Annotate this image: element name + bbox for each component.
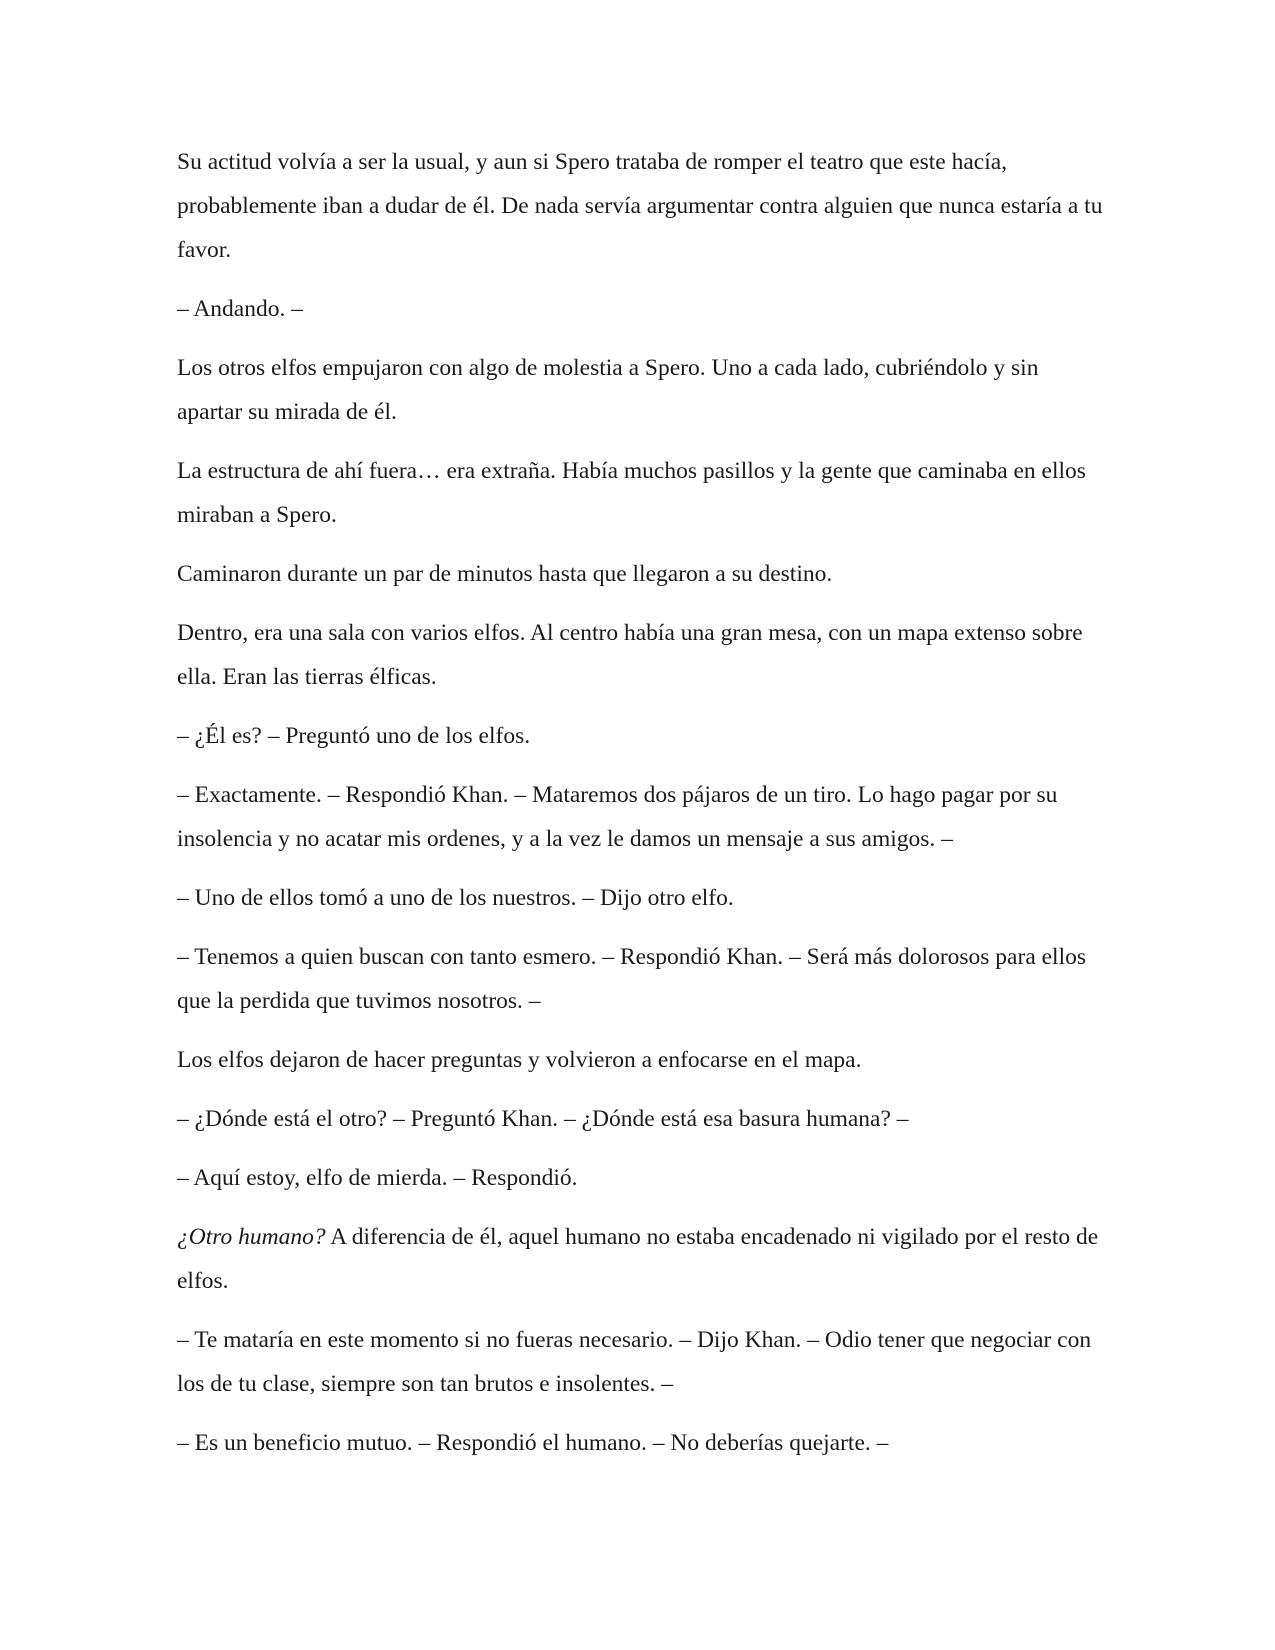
paragraph: – ¿Él es? – Preguntó uno de los elfos. [177, 723, 531, 749]
paragraph: – Exactamente. – Respondió Khan. – Mataremos dos pájaros de un tiro. Lo hago pagar por su insolencia y no acatar mis ordenes, y a la vez le damos un mensaje a sus amigos. – [177, 782, 1058, 852]
paragraph: – Te mataría en este momento si no fueras necesario. – Dijo Khan. – Odio tener que negociar con los de tu clase, siempre son tan brutos e insolentes. – [177, 1327, 1092, 1397]
document-body [177, 140, 1107, 1480]
paragraph: – Aquí estoy, elfo de mierda. – Respondió. [177, 1165, 578, 1191]
italic-thought: ¿Otro humano? [177, 1224, 326, 1250]
paragraph: – Es un beneficio mutuo. – Respondió el humano. – No deberías quejarte. – [177, 1430, 889, 1456]
paragraph: Los elfos dejaron de hacer preguntas y volvieron a enfocarse en el mapa. [177, 1047, 862, 1073]
paragraph: La estructura de ahí fuera… era extraña. Había muchos pasillos y la gente que caminaba en ellos miraban a Spero. [177, 458, 1086, 528]
paragraph: – Tenemos a quien buscan con tanto esmero. – Respondió Khan. – Será más dolorosos para ellos que la perdida que tuvimos nosotros. – [177, 944, 1087, 1014]
paragraph: Su actitud volvía a ser la usual, y aun si Spero trataba de romper el teatro que este hacía, probablemente iban a dudar de él. De nada servía argumentar contra alguien que nunca estaría a tu favor. [177, 149, 1103, 263]
paragraph: Dentro, era una sala con varios elfos. Al centro había una gran mesa, con un mapa extenso sobre ella. Eran las tierras élficas. [177, 620, 1083, 690]
paragraph: – Uno de ellos tomó a uno de los nuestros. – Dijo otro elfo. [177, 885, 734, 911]
paragraph: Los otros elfos empujaron con algo de molestia a Spero. Uno a cada lado, cubriéndolo y sin apartar su mirada de él. [177, 355, 1039, 425]
paragraph: – ¿Dónde está el otro? – Preguntó Khan. – ¿Dónde está esa basura humana? – [177, 1106, 909, 1132]
paragraph: – Andando. – [177, 296, 303, 322]
paragraph-continuation: A diferencia de él, aquel humano no estaba encadenado ni vigilado por el resto de elfos. [177, 1224, 1099, 1294]
paragraph: Caminaron durante un par de minutos hasta que llegaron a su destino. [177, 561, 833, 587]
paragraph-with-italic [177, 1215, 1107, 1303]
